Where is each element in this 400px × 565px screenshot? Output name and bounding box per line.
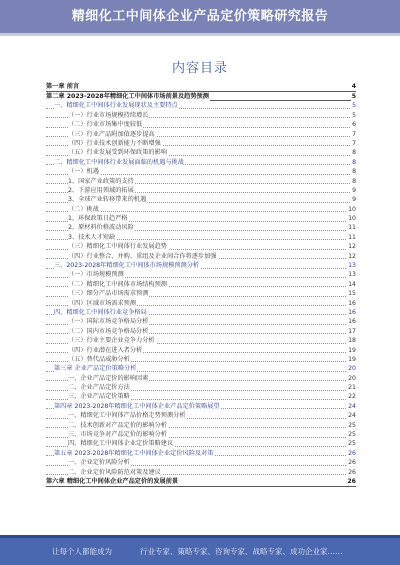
toc-entry-page: 5 <box>352 102 356 110</box>
toc-entry[interactable] <box>46 336 356 345</box>
toc-entry-page: 8 <box>352 168 356 176</box>
toc-entry-page: 9 <box>352 186 356 194</box>
toc-entry-title: （三）行业主要企业竞争力分析 <box>68 337 155 345</box>
toc-entry-page: 15 <box>348 290 356 298</box>
toc-entry[interactable] <box>46 270 356 279</box>
toc-entry[interactable] <box>46 252 356 261</box>
toc-entry-title: （五）行业发展受到环保政策的影响 <box>68 149 167 157</box>
toc-entry-title: （二）挑战 <box>68 205 99 213</box>
toc-entry-page: 20 <box>348 374 356 382</box>
toc-entry-page: 16 <box>348 308 356 316</box>
toc-entry-title: 第五章 2023-2028年精细化工中间体企业定价风险及对策 <box>54 449 214 457</box>
toc-entry-title: 2、原材料价格波动风险 <box>68 224 134 232</box>
toc-entry-title: 二、技术创新对产品定价的影响分析 <box>68 421 167 429</box>
toc-entry-title: 一、精细化工中间体产品价格走势预测分析 <box>68 412 186 420</box>
toc-entry[interactable] <box>46 364 356 373</box>
toc-entry[interactable] <box>46 261 356 270</box>
toc-entry-title: （三）行业产品附加值逐步提高 <box>68 130 155 138</box>
toc-entry-page: 16 <box>348 299 356 307</box>
toc-entry[interactable] <box>46 355 356 364</box>
toc-entry-page: 5 <box>352 111 356 119</box>
toc-entry-title: 第三章 企业产品定价策略分析 <box>54 365 137 373</box>
toc-entry-page: 17 <box>348 327 356 335</box>
toc-entry[interactable] <box>46 148 356 157</box>
toc-entry-title: 四、精细化工中间体企业定价策略建议 <box>68 440 174 448</box>
toc-entry-page: 9 <box>352 196 356 204</box>
toc-entry[interactable] <box>46 402 356 411</box>
table-of-contents <box>46 82 356 487</box>
toc-entry-page: 22 <box>348 393 356 401</box>
toc-entry-page: 13 <box>348 262 356 270</box>
toc-entry[interactable] <box>46 130 356 139</box>
toc-entry-page: 26 <box>348 468 356 476</box>
toc-entry-title: （一）市场规模预测 <box>68 271 124 279</box>
toc-entry-page: 7 <box>352 130 356 138</box>
toc-entry-title: 二、企业产品定价方法 <box>68 384 130 392</box>
toc-entry-title: 二、精细化工中间体行业发展面临的机遇与挑战 <box>54 158 184 166</box>
toc-entry[interactable] <box>46 477 356 487</box>
toc-entry-title: （一）机遇 <box>68 168 99 176</box>
toc-entry-page: 12 <box>348 243 356 251</box>
toc-entry-page: 25 <box>348 431 356 439</box>
toc-entry[interactable] <box>46 374 356 383</box>
toc-entry-page: 16 <box>348 318 356 326</box>
toc-entry-title: 四、精细化工中间体行业竞争格局 <box>54 308 147 316</box>
toc-entry[interactable] <box>46 223 356 232</box>
footer-accent <box>0 535 400 538</box>
toc-entry-page: 26 <box>347 478 356 485</box>
toc-entry-page: 19 <box>348 355 356 363</box>
toc-entry-title: 三、企业产品定价策略 <box>68 393 130 401</box>
toc-entry[interactable] <box>46 411 356 420</box>
toc-entry-title: 2、下游应用领域的拓展 <box>68 186 134 194</box>
footer-slogan-left: 让每个人都能成为 <box>52 547 112 556</box>
toc-entry-page: 8 <box>352 149 356 157</box>
toc-entry-page: 8 <box>352 158 356 166</box>
toc-entry[interactable] <box>46 346 356 355</box>
toc-entry[interactable] <box>46 214 356 223</box>
toc-entry-page: 24 <box>348 412 356 420</box>
report-title: 精细化工中间体企业产品定价策略研究报告 <box>71 9 329 24</box>
toc-entry[interactable] <box>46 139 356 148</box>
toc-entry-page: 14 <box>348 280 356 288</box>
toc-entry-title: 一、精细化工中间体行业发展现状及主要特点 <box>54 102 178 110</box>
toc-entry-page: 21 <box>348 384 356 392</box>
toc-entry-title: （三）细分产品市场需求预测 <box>68 290 149 298</box>
toc-entry-title: 1、国家产业政策的支持 <box>68 177 134 185</box>
toc-entry-title: 三、2023-2028年精细化工中间体市场规模预测分析 <box>54 262 200 270</box>
toc-entry-page: 7 <box>352 139 356 147</box>
toc-entry[interactable] <box>46 111 356 120</box>
toc-entry-page: 13 <box>348 271 356 279</box>
toc-entry-title: 3、全球产业转移带来的机遇 <box>68 196 147 204</box>
toc-entry[interactable] <box>46 280 356 289</box>
toc-entry-page: 11 <box>348 224 356 232</box>
toc-entry-page: 11 <box>348 233 356 241</box>
toc-entry[interactable] <box>46 299 356 308</box>
toc-entry-title: （四）行业技术创新能力不断增强 <box>68 139 161 147</box>
toc-entry-title: 二、企业定价风险防范对策及建议 <box>68 468 161 476</box>
footer-band <box>0 535 400 565</box>
toc-entry-page: 25 <box>348 440 356 448</box>
toc-entry-title: （四）区域市场需求预测 <box>68 299 137 307</box>
toc-entry-title: （一）国际市场竞争格局分析 <box>68 318 149 326</box>
toc-entry[interactable] <box>46 195 356 204</box>
toc-entry[interactable] <box>46 383 356 392</box>
toc-entry[interactable] <box>46 289 356 298</box>
toc-entry-title: 第一章 前言 <box>46 83 80 90</box>
toc-entry[interactable] <box>46 242 356 251</box>
toc-entry-page: 24 <box>348 402 356 410</box>
toc-entry-page: 19 <box>348 346 356 354</box>
toc-entry[interactable] <box>46 82 356 92</box>
toc-entry-page: 5 <box>351 92 356 100</box>
toc-entry-title: 1、环保政策日趋严格 <box>68 215 128 223</box>
toc-entry-page: 10 <box>348 215 356 223</box>
toc-entry[interactable] <box>46 92 356 102</box>
toc-entry[interactable] <box>46 177 356 186</box>
toc-entry-title: 三、市场竞争对产品定价的影响分析 <box>68 431 167 439</box>
toc-entry-page: 25 <box>348 421 356 429</box>
toc-entry[interactable] <box>46 449 356 458</box>
toc-entry-page: 10 <box>348 205 356 213</box>
toc-entry[interactable] <box>46 327 356 336</box>
toc-entry-title: （四）行业整合、并购、重组及企业间合作将逐步加强 <box>68 252 217 260</box>
header-stripe <box>0 33 400 36</box>
toc-entry-title: （一）行业市场规模持续增长 <box>68 111 149 119</box>
toc-entry-title: 第六章 精细化工中间体企业产品定价的发展前景 <box>46 478 179 485</box>
toc-entry-title: 第二章 2023-2028年精细化工中间体市场前景及趋势预测 <box>46 92 209 100</box>
toc-entry-page: 8 <box>352 177 356 185</box>
toc-entry-title: （三）精细化工中间体行业发展趋势 <box>68 243 167 251</box>
toc-entry[interactable] <box>46 158 356 167</box>
toc-entry[interactable] <box>46 308 356 317</box>
toc-entry-page: 18 <box>348 337 356 345</box>
footer-slogan-right: 行业专家、策略专家、咨询专家、战略专家、成功企业家…… <box>140 547 343 556</box>
toc-entry-page: 26 <box>348 459 356 467</box>
toc-entry-page: 12 <box>348 252 356 260</box>
toc-entry[interactable] <box>46 439 356 448</box>
toc-entry[interactable] <box>46 120 356 129</box>
toc-entry-page: 26 <box>348 449 356 457</box>
toc-entry[interactable] <box>46 186 356 195</box>
toc-entry-page: 4 <box>351 83 356 90</box>
toc-entry[interactable] <box>46 468 356 477</box>
toc-entry-title: （四）行业潜在进入者分析 <box>68 346 143 354</box>
toc-entry[interactable] <box>46 421 356 430</box>
toc-entry[interactable] <box>46 167 356 176</box>
toc-entry[interactable] <box>46 430 356 439</box>
toc-entry-title: 第四章 2023-2028年精细化工中间体企业产品定价策略展望 <box>54 402 220 410</box>
header-band <box>0 0 400 33</box>
toc-entry-title: （二）精细化工中间体市场结构预测 <box>68 280 167 288</box>
toc-entry[interactable] <box>46 317 356 326</box>
toc-entry-title: 一、企业产品定价的影响因素 <box>68 374 149 382</box>
toc-entry[interactable] <box>46 205 356 214</box>
toc-entry[interactable] <box>46 392 356 401</box>
toc-heading: 内容目录 <box>171 61 228 76</box>
toc-entry[interactable] <box>46 101 356 110</box>
toc-entry-title: 一、企业定价风险分析 <box>68 459 130 467</box>
toc-entry-title: （五）替代品威胁分析 <box>68 355 130 363</box>
toc-entry-page: 6 <box>352 121 356 129</box>
toc-entry-title: （二）国内市场竞争格局分析 <box>68 327 149 335</box>
toc-entry-page: 20 <box>348 365 356 373</box>
toc-entry-title: 3、技术人才短缺 <box>68 233 116 241</box>
toc-entry[interactable] <box>46 233 356 242</box>
toc-entry[interactable] <box>46 458 356 467</box>
toc-entry-title: （二）行业市场集中度较低 <box>68 121 143 129</box>
